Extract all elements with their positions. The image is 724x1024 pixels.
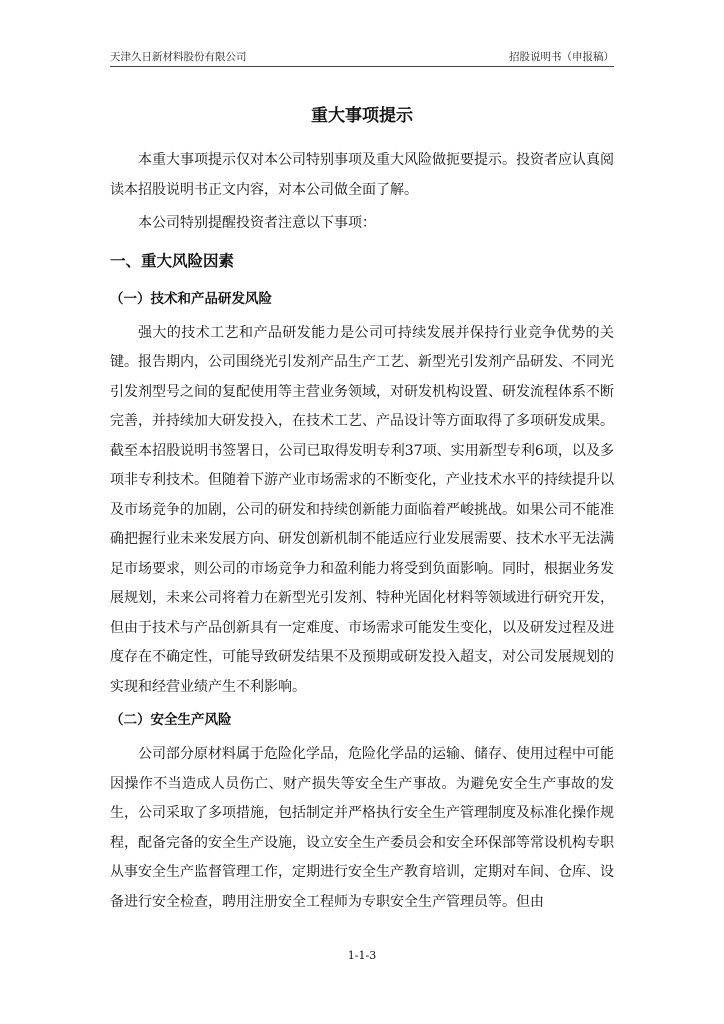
intro-paragraph-1: 本重大事项提示仅对本公司特别事项及重大风险做扼要提示。投资者应认真阅读本招股说明书正文内容，对本公司做全面了解。 [110,152,614,198]
page-title: 重大事项提示 [311,106,413,126]
header-document-type: 招股说明书（申报稿） [509,51,614,63]
subsection-heading-rd-risk: （一）技术和产品研发风险 [110,290,272,307]
header-company-name: 天津久日新材料股份有限公司 [110,51,247,63]
rd-risk-paragraph: 强大的技术工艺和产品研发能力是公司可持续发展并保持行业竞争优势的关键。报告期内，公司围绕光引发剂产品生产工艺、新型光引发剂产品研发、不同光引发剂型号之间的复配使用等主营业务领域，对研发机构设置、研发流程体系不断完善，并持续加大研发投入，在技术工艺、产品设计等方面取得了多项研发成果。截至本招股说明书签署日，公司已取得发明专利37项、实用新型专利6项，以及多项非专利技术。但随着下游产业市场需求的不断变化，产业技术水平的持续提升以及市场竞争的加剧，公司的研发和持续创新能力面临着严峻挑战。如果公司不能准确把握行业未来发展方向、研发创新机制不能适应行业发展需要、技术水平无法满足市场要求，则公司的市场竞争力和盈利能力将受到负面影响。同时，根据业务发展规划，未来公司将着力在新型光引发剂、特种光固化材料等领域进行研究开发，但由于技术与产品创新具有一定难度、市场需求可能发生变化，以及研发过程及进度存在不确定性，可能导致研发结果不及预期或研发投入超支，对公司发展规划的实现和经营业绩产生不利影响。 [110,324,614,695]
subsection-heading-safety-risk: （二）安全生产风险 [110,712,232,728]
document-body [110,94,614,921]
page-number: 1-1-3 [347,949,377,962]
safety-risk-paragraph: 公司部分原材料属于危险化学品，危险化学品的运输、储存、使用过程中可能因操作不当造成人员伤亡、财产损失等安全生产事故。为避免安全生产事故的发生，公司采取了多项措施，包括制定并严格执行安全生产管理制度及标准化操作规程，配备完备的安全生产设施，设立安全生产委员会和安全环保部等常设机构专职从事安全生产监督管理工作，定期进行安全生产教育培训，定期对车间、仓库、设备进行安全检查，聘用注册安全工程师为专职安全生产管理员等。但由 [110,746,614,910]
intro-paragraph-2: 本公司特别提醒投资者注意以下事项： [138,215,376,231]
section-heading-major-risks: 一、重大风险因素 [110,251,235,270]
page-header [110,50,614,67]
